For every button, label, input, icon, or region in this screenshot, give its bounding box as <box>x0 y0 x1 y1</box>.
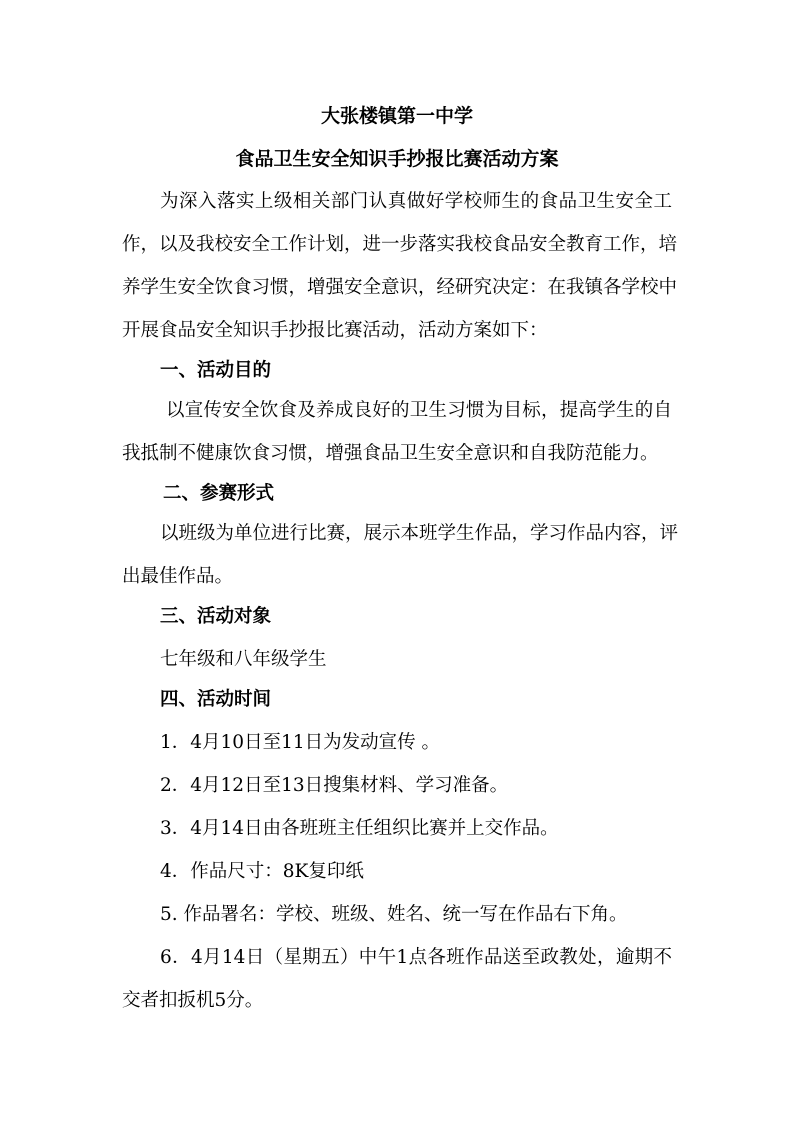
section-text: 以班级为单位进行比赛，展示本班学生作品，学习作品内容，评 <box>160 523 679 544</box>
section-heading: 四、活动时间 <box>160 689 272 710</box>
intro-line: 开展食品安全知识手抄报比赛活动，活动方案如下： <box>122 320 548 341</box>
schedule-item: 5. 作品署名：学校、班级、姓名、统一写在作品右下角。 <box>160 904 628 925</box>
schedule-item: 6．4月14日（星期五）中午1点各班作品送至政教处，逾期不 <box>160 947 672 968</box>
section-text: 以宣传安全饮食及养成良好的卫生习惯为目标，提高学生的自 <box>166 400 672 421</box>
schedule-item: 4．作品尺寸：8K复印纸 <box>160 861 364 882</box>
schedule-item: 2．4月12日至13日搜集材料、学习准备。 <box>160 775 509 796</box>
section-heading: 二、参赛形式 <box>163 483 275 504</box>
section-text: 出最佳作品。 <box>122 566 234 587</box>
section-text: 我抵制不健康饮食习惯，增强食品卫生安全意识和自我防范能力。 <box>122 443 659 464</box>
school-name: 大张楼镇第一中学 <box>320 105 473 127</box>
page-title: 食品卫生安全知识手抄报比赛活动方案 <box>235 148 559 170</box>
section-heading: 三、活动对象 <box>160 606 272 627</box>
section-heading: 一、活动目的 <box>160 360 272 381</box>
schedule-item: 3．4月14日由各班班主任组织比赛并上交作品。 <box>160 818 559 839</box>
section-text: 七年级和八年级学生 <box>160 649 327 670</box>
intro-line: 为深入落实上级相关部门认真做好学校师生的食品卫生安全工 <box>160 191 672 212</box>
intro-line: 养学生安全饮食习惯，增强安全意识，经研究决定：在我镇各学校中 <box>122 277 678 298</box>
intro-line: 作，以及我校安全工作计划，进一步落实我校食品安全教育工作，培 <box>122 234 678 255</box>
schedule-item: 交者扣扳机5分。 <box>122 990 264 1011</box>
schedule-item: 1．4月10日至11日为发动宣传 。 <box>160 732 441 753</box>
